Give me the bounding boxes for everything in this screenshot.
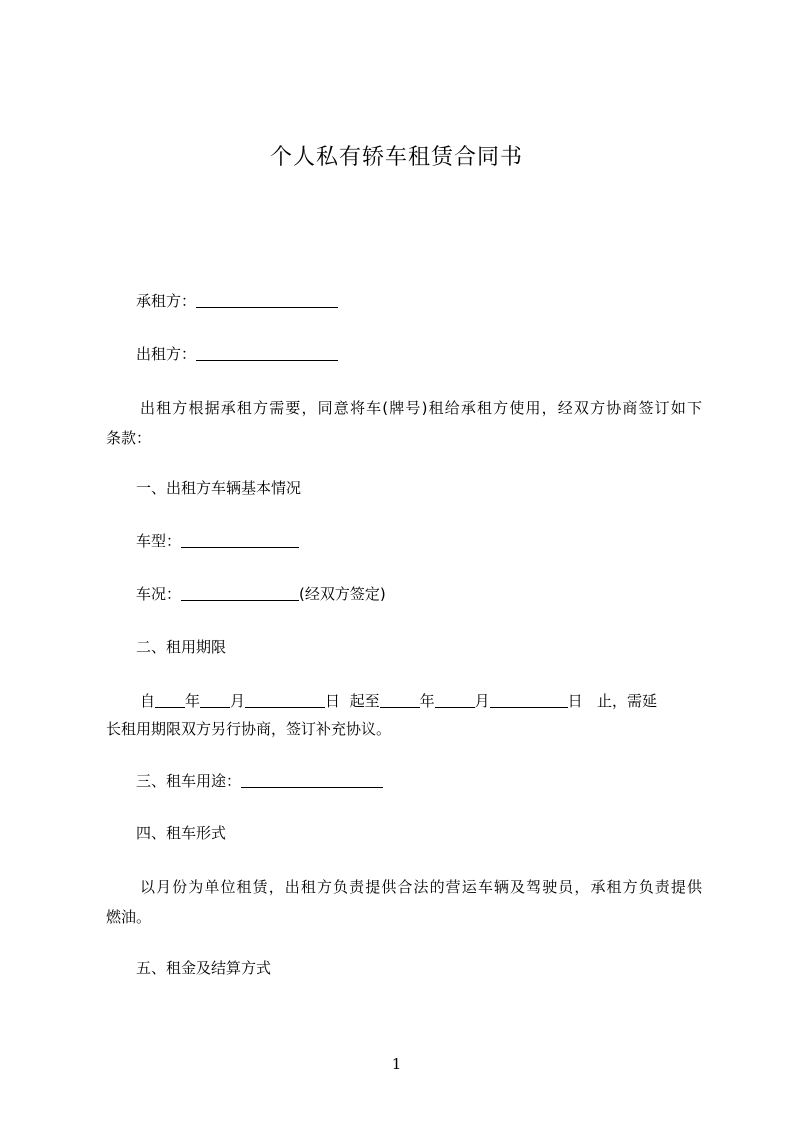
date-stop-label: 止，需延 [596, 692, 657, 710]
end-year-blank[interactable] [380, 692, 420, 708]
car-model-line [106, 526, 732, 556]
section-3-line [106, 766, 732, 796]
lessee-blank[interactable] [196, 292, 338, 308]
section-2-heading: 二、租用期限 [136, 638, 227, 656]
end-year-label: 年 [419, 692, 435, 710]
start-month-label: 月 [230, 692, 246, 710]
end-month-blank[interactable] [435, 692, 475, 708]
section-3-heading: 三、租车用途： [136, 772, 242, 790]
end-day-blank[interactable] [490, 692, 568, 708]
end-month-label: 月 [474, 692, 490, 710]
intro-first-line: 出租方根据承租方需要，同意将车(牌号)租给承租方使用，经双方协商签订如下 [140, 399, 702, 417]
section-4-heading: 四、租车形式 [136, 824, 227, 842]
term-second-line: 长租用期限双方另行协商，签订补充协议。 [106, 720, 392, 738]
car-condition-blank[interactable] [181, 585, 299, 601]
intro-paragraph [106, 393, 702, 453]
section-1-heading: 一、出租方车辆基本情况 [136, 479, 302, 497]
lessor-label: 出租方： [136, 345, 197, 363]
start-day-label: 日 [325, 692, 341, 710]
rental-form-paragraph [106, 872, 702, 932]
end-day-label: 日 [567, 692, 583, 710]
start-day-blank[interactable] [245, 692, 325, 708]
rental-form-second-line: 燃油。 [106, 908, 152, 926]
car-model-label: 车型： [136, 532, 182, 550]
start-month-blank[interactable] [200, 692, 230, 708]
rental-form-first-line: 以月份为单位租赁，出租方负责提供合法的营运车辆及驾驶员，承租方负责提供 [140, 878, 702, 896]
section-5-heading: 五、租金及结算方式 [136, 959, 272, 977]
car-condition-note: (经双方签定) [299, 585, 386, 603]
lessor-line [106, 339, 732, 369]
intro-second-line: 条款： [106, 429, 152, 447]
rental-purpose-blank[interactable] [241, 772, 383, 788]
car-condition-label: 车况： [136, 585, 182, 603]
document-title: 个人私有轿车租赁合同书 [269, 145, 523, 170]
car-condition-line [106, 579, 732, 609]
term-date-line [140, 686, 702, 716]
car-model-blank[interactable] [181, 532, 299, 548]
start-year-label: 年 [185, 692, 201, 710]
lessee-line [106, 286, 732, 316]
start-year-blank[interactable] [155, 692, 185, 708]
page-number: 1 [391, 1055, 402, 1073]
date-from-label: 自 [140, 692, 156, 710]
lessee-label: 承租方： [136, 292, 197, 310]
lessor-blank[interactable] [196, 345, 338, 361]
date-until-label: 起至 [349, 692, 380, 710]
